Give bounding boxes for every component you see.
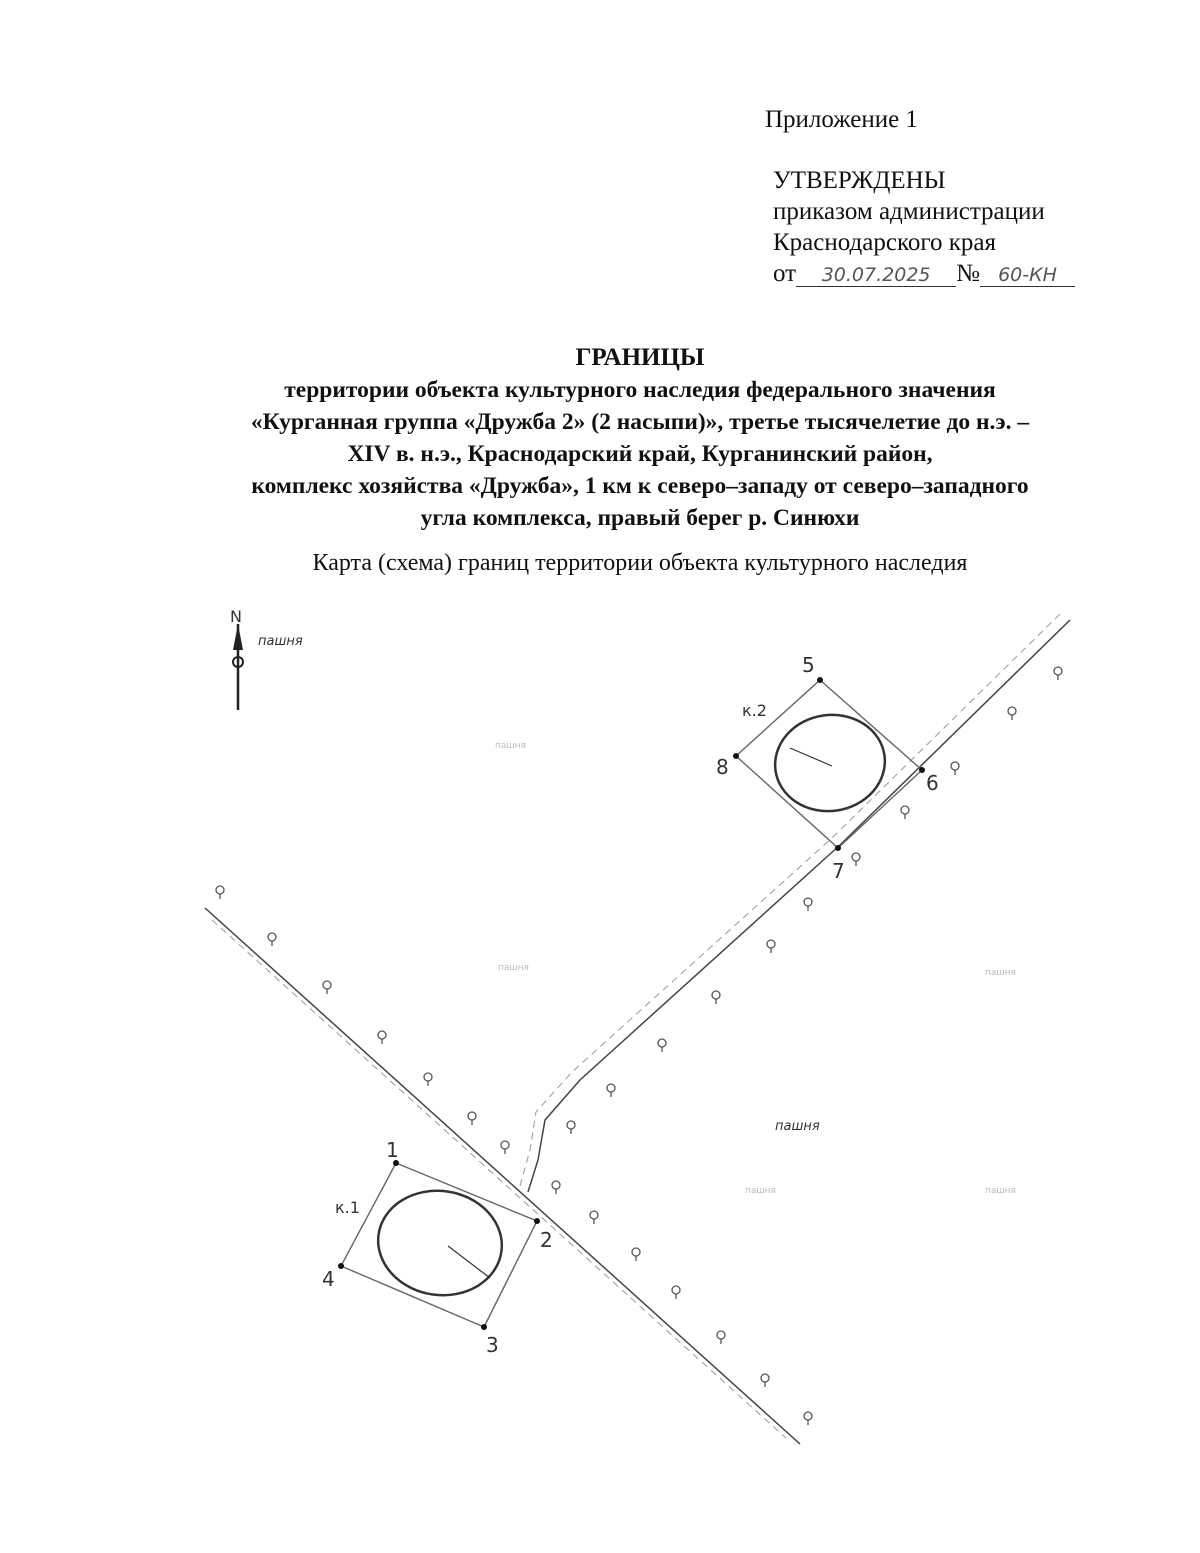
mound-1-label: к.1 — [335, 1198, 360, 1217]
north-arrow-icon — [233, 624, 243, 710]
point-label-5: 5 — [802, 653, 815, 677]
point-label-7: 7 — [832, 859, 845, 883]
title-line-5: угла комплекса, правый берег р. Синюхи — [420, 505, 860, 531]
faint-label: пашня — [985, 968, 1016, 978]
faint-label: пашня — [498, 963, 529, 973]
boundary-1 — [338, 1160, 540, 1330]
road-sw-ne — [520, 612, 1070, 1192]
title-line-2: «Курганная группа «Дружба 2» (2 насыпи)», третье тысячелетие до н.э. – — [250, 409, 1030, 435]
point-label-1: 1 — [386, 1138, 399, 1162]
north-label: N — [230, 607, 242, 626]
field-label-center: пашня — [775, 1119, 820, 1134]
point-label-4: 4 — [322, 1267, 335, 1291]
point-label-6: 6 — [926, 771, 939, 795]
point-label-2: 2 — [540, 1228, 553, 1252]
field-label-top-left: пашня — [258, 634, 303, 649]
map-subtitle: Карта (схема) границ территории объекта культурного наследия — [312, 550, 968, 576]
point-label-8: 8 — [716, 755, 729, 779]
faint-label: пашня — [985, 1186, 1016, 1196]
approved-heading: УТВЕРЖДЕНЫ — [773, 167, 946, 194]
point-label-3: 3 — [486, 1333, 499, 1357]
faint-label: пашня — [495, 741, 526, 751]
number-sign: № — [956, 260, 980, 287]
handwritten-date: 30.07.2025 — [796, 264, 956, 287]
title-main: ГРАНИЦЫ — [575, 344, 705, 371]
road-nw-se — [205, 908, 800, 1444]
handwritten-number: 60-КН — [980, 264, 1075, 287]
mound-2-label: к.2 — [742, 701, 767, 720]
title-line-4: комплекс хозяйства «Дружба», 1 км к северо–западу от северо–западного — [251, 473, 1029, 499]
order-line-1: приказом администрации — [773, 198, 1045, 225]
title-line-3: XIV в. н.э., Краснодарский край, Курганинский район, — [347, 441, 933, 467]
appendix-label: Приложение 1 — [765, 106, 918, 133]
order-line-2: Краснодарского края — [773, 229, 996, 256]
title-line-1: территории объекта культурного наследия федерального значения — [284, 377, 996, 403]
date-prefix: от — [773, 260, 797, 287]
faint-label: пашня — [745, 1186, 776, 1196]
